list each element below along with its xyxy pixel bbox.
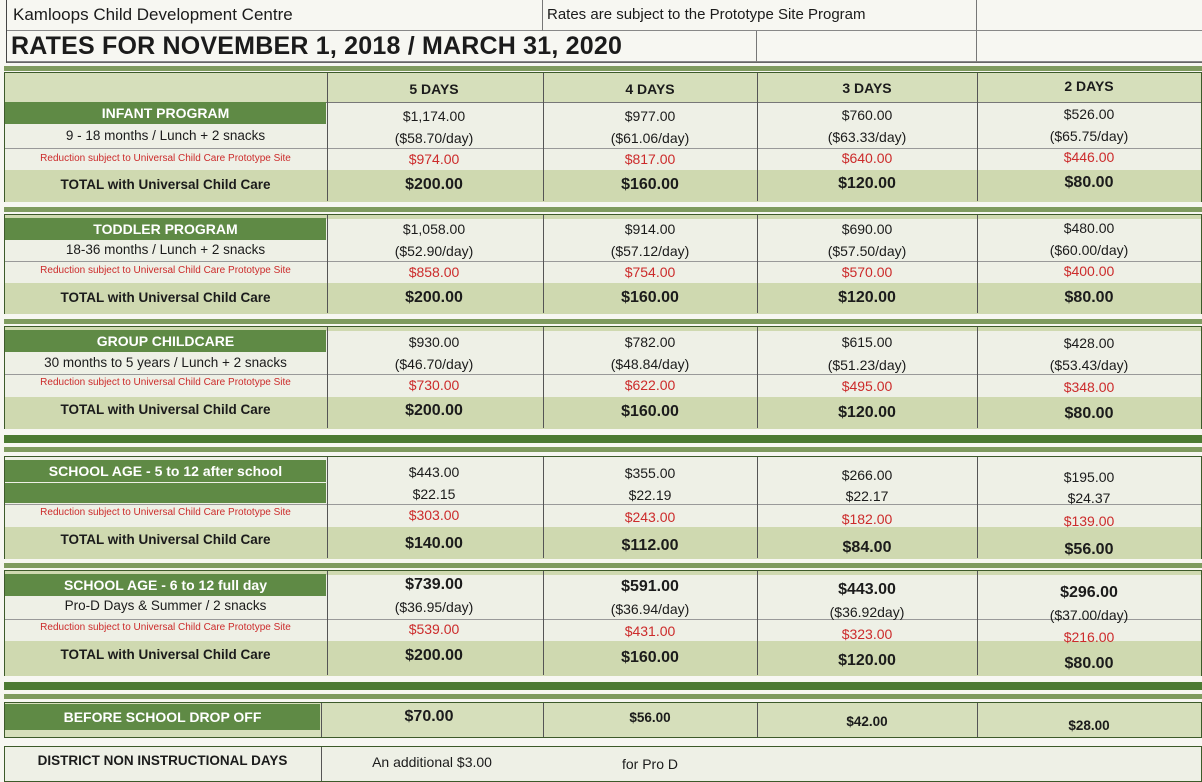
- monthly-rate: $195.00: [1063, 469, 1115, 485]
- monthly-rate: $480.00: [1063, 220, 1115, 236]
- reduction-rate: $182.00: [841, 511, 893, 527]
- header-blank-cell: [757, 31, 977, 62]
- reduction-label: Reduction subject to Universal Child Care Prototype Site: [40, 153, 291, 164]
- daily-rate: ($61.06/day): [610, 130, 690, 146]
- reduction-label: Reduction subject to Universal Child Care Prototype Site: [40, 507, 291, 518]
- daily-rate: ($63.33/day): [827, 129, 907, 145]
- total-rate: $84.00: [842, 539, 892, 556]
- total-rate: $200.00: [405, 176, 463, 193]
- reduction-rate: $539.00: [408, 621, 460, 637]
- separator: [4, 319, 1202, 324]
- reduction-rate: $400.00: [1063, 263, 1115, 279]
- daily-rate: ($60.00/day): [1049, 242, 1129, 258]
- total-rate: $160.00: [621, 289, 679, 306]
- total-rate: $120.00: [838, 175, 896, 192]
- total-rate: $200.00: [405, 647, 463, 664]
- reduction-rate: $431.00: [624, 623, 676, 639]
- district-note-pro-d: for Pro D: [621, 756, 678, 772]
- reduction-rate: $243.00: [624, 509, 676, 525]
- reduction-rate: $817.00: [624, 151, 676, 167]
- monthly-rate: $443.00: [838, 581, 896, 598]
- total-rate: $80.00: [1064, 174, 1114, 191]
- reduction-rate: $216.00: [1063, 629, 1115, 645]
- monthly-rate: $443.00: [408, 464, 460, 480]
- daily-rate: ($52.90/day): [394, 243, 474, 259]
- daily-rate: $22.17: [845, 488, 889, 504]
- program-subtitle: Pro-D Days & Summer / 2 snacks: [64, 598, 267, 613]
- daily-rate: ($46.70/day): [394, 356, 474, 372]
- drop-off-rate: $28.00: [1068, 718, 1110, 733]
- total-rate: $80.00: [1064, 655, 1114, 672]
- column-header-3-days: 3 DAYS: [842, 80, 892, 96]
- monthly-rate: $914.00: [624, 221, 676, 237]
- reduction-rate: $495.00: [841, 378, 893, 394]
- district-label: DISTRICT NON INSTRUCTIONAL DAYS: [37, 753, 288, 768]
- daily-rate: ($36.94/day): [610, 601, 690, 617]
- total-rate: $120.00: [838, 404, 896, 421]
- total-rate: $160.00: [621, 403, 679, 420]
- daily-rate: ($53.43/day): [1049, 357, 1129, 373]
- monthly-rate: $977.00: [624, 108, 676, 124]
- program-name: GROUP CHILDCARE: [5, 330, 326, 352]
- header-block: [6, 0, 1202, 63]
- total-label: TOTAL with Universal Child Care: [60, 290, 271, 305]
- monthly-rate: $428.00: [1063, 335, 1115, 351]
- monthly-rate: $1,058.00: [402, 221, 466, 237]
- monthly-rate: $526.00: [1063, 106, 1115, 122]
- monthly-rate: $296.00: [1060, 584, 1118, 601]
- reduction-rate: $640.00: [841, 150, 893, 166]
- reduction-label: Reduction subject to Universal Child Care Prototype Site: [40, 377, 291, 388]
- section-divider: [4, 435, 1202, 443]
- separator: [4, 66, 1202, 71]
- monthly-rate: $591.00: [621, 578, 679, 595]
- separator: [4, 563, 1202, 568]
- daily-rate: $22.19: [628, 487, 672, 503]
- total-rate: $112.00: [621, 537, 679, 554]
- program-subtitle-blank: [5, 483, 326, 503]
- daily-rate: $22.15: [412, 486, 456, 502]
- daily-rate: ($48.84/day): [610, 356, 690, 372]
- organization-name: Kamloops Child Development Centre: [7, 0, 543, 31]
- total-rate: $120.00: [838, 652, 896, 669]
- program-name: SCHOOL AGE - 6 to 12 full day: [5, 574, 326, 596]
- separator: [4, 207, 1202, 212]
- reduction-rate: $730.00: [408, 377, 460, 393]
- program-subtitle: 9 - 18 months / Lunch + 2 snacks: [65, 128, 266, 143]
- reduction-rate: $622.00: [624, 377, 676, 393]
- daily-rate: ($57.50/day): [827, 243, 907, 259]
- reduction-label: Reduction subject to Universal Child Care Prototype Site: [40, 622, 291, 633]
- reduction-label: Reduction subject to Universal Child Care Prototype Site: [40, 265, 291, 276]
- monthly-rate: $266.00: [841, 467, 893, 483]
- total-rate: $200.00: [405, 402, 463, 419]
- total-rate: $80.00: [1064, 289, 1114, 306]
- daily-rate: ($51.23/day): [827, 357, 907, 373]
- column-header-5-days: 5 DAYS: [409, 81, 459, 97]
- total-rate: $160.00: [621, 176, 679, 193]
- reduction-rate: $303.00: [408, 507, 460, 523]
- total-label: TOTAL with Universal Child Care: [60, 177, 271, 192]
- drop-off-rate: $42.00: [846, 714, 888, 729]
- header-blank-cell: [977, 0, 1202, 31]
- program-name: BEFORE SCHOOL DROP OFF: [5, 704, 320, 730]
- reduction-rate: $754.00: [624, 264, 676, 280]
- drop-off-rate: $70.00: [404, 708, 454, 725]
- monthly-rate: $782.00: [624, 334, 676, 350]
- monthly-rate: $355.00: [624, 465, 676, 481]
- program-name: TODDLER PROGRAM: [5, 218, 326, 240]
- program-subtitle: 30 months to 5 years / Lunch + 2 snacks: [44, 355, 287, 370]
- total-rate: $140.00: [405, 535, 463, 552]
- daily-rate: ($65.75/day): [1049, 128, 1129, 144]
- program-subtitle: 18-36 months / Lunch + 2 snacks: [65, 242, 266, 257]
- daily-rate: $24.37: [1067, 490, 1111, 506]
- monthly-rate: $930.00: [408, 334, 460, 350]
- drop-off-rate: $56.00: [629, 710, 671, 725]
- separator: [4, 447, 1202, 452]
- monthly-rate: $1,174.00: [402, 108, 466, 124]
- reduction-rate: $974.00: [408, 151, 460, 167]
- total-rate: $200.00: [405, 289, 463, 306]
- column-header-4-days: 4 DAYS: [625, 81, 675, 97]
- monthly-rate: $739.00: [405, 576, 463, 593]
- total-label: TOTAL with Universal Child Care: [60, 532, 271, 547]
- section-divider: [4, 682, 1202, 690]
- total-rate: $120.00: [838, 289, 896, 306]
- monthly-rate: $615.00: [841, 334, 893, 350]
- header-blank-cell: [977, 31, 1202, 62]
- district-note: An additional $3.00: [372, 754, 492, 770]
- reduction-rate: $570.00: [841, 264, 893, 280]
- reduction-rate: $858.00: [408, 264, 460, 280]
- reduction-rate: $348.00: [1063, 379, 1115, 395]
- daily-rate: ($36.95/day): [394, 599, 474, 615]
- total-rate: $56.00: [1064, 541, 1114, 558]
- monthly-rate: $760.00: [841, 107, 893, 123]
- reduction-rate: $139.00: [1063, 513, 1115, 529]
- program-name: SCHOOL AGE - 5 to 12 after school: [5, 460, 326, 482]
- daily-rate: ($36.92day): [829, 604, 905, 620]
- separator: [4, 694, 1202, 699]
- reduction-rate: $446.00: [1063, 149, 1115, 165]
- reduction-rate: $323.00: [841, 626, 893, 642]
- daily-rate: ($37.00/day): [1049, 607, 1129, 623]
- column-header-2-days: 2 DAYS: [1064, 78, 1114, 94]
- daily-rate: ($57.12/day): [610, 243, 690, 259]
- daily-rate: ($58.70/day): [394, 130, 474, 146]
- total-rate: $80.00: [1064, 405, 1114, 422]
- program-name: INFANT PROGRAM: [5, 102, 326, 124]
- total-rate: $160.00: [621, 649, 679, 666]
- monthly-rate: $690.00: [841, 221, 893, 237]
- total-label: TOTAL with Universal Child Care: [60, 647, 271, 662]
- prototype-note: Rates are subject to the Prototype Site Program: [543, 0, 977, 31]
- total-label: TOTAL with Universal Child Care: [60, 402, 271, 417]
- page-title: RATES FOR NOVEMBER 1, 2018 / MARCH 31, 2020: [7, 31, 757, 62]
